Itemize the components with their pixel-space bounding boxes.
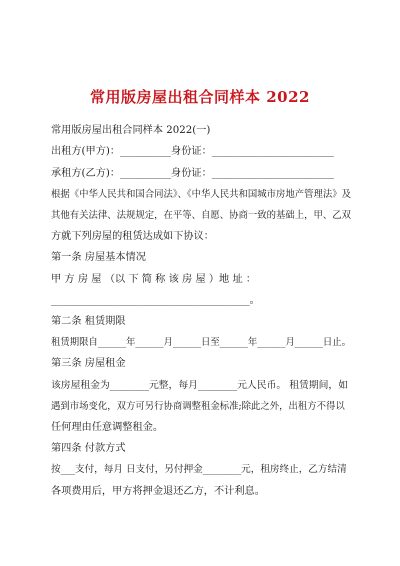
preamble-line-2: 其他有关法律、法规规定，在平等、自愿、协商一致的基础上，甲、乙双 xyxy=(51,210,352,221)
lessee-line: 承租方(乙方)：__________身份证：________________________ xyxy=(51,168,335,179)
article-4-heading: 第四条 付款方式 xyxy=(51,443,126,454)
article-2-heading: 第二条 租赁期限 xyxy=(51,316,126,327)
article-1-address-line: 甲 方 房 屋 （以 下 简 称 该 房 屋 ）地 址 ： xyxy=(51,274,257,285)
article-3-heading: 第三条 房屋租金 xyxy=(51,358,126,369)
article-1-heading: 第一条 房屋基本情况 xyxy=(51,252,146,263)
article-4-line-2: 各项费用后，甲方将押金退还乙方，不计利息。 xyxy=(51,486,265,497)
preamble-line-3: 方就下列房屋的租赁达成如下协议： xyxy=(51,231,214,242)
lessor-line: 出租方(甲方)：__________身份证：________________________ xyxy=(51,146,335,157)
article-4-line-1: 按___支付，每月 日支付，另付押金________元，租房终止，乙方结清 xyxy=(51,464,347,475)
subtitle-line: 常用版房屋出租合同样本 2022(一) xyxy=(51,125,211,136)
preamble-line-1: 根据《中华人民共和国合同法》、《中华人民共和国城市房地产管理法》及 xyxy=(51,189,351,200)
article-3-line-2: 遇到市场变化，双方可另行协商调整租金标准;除此之外，出租方不得以 xyxy=(51,401,345,412)
article-3-line-3: 任何理由任意调整租金。 xyxy=(51,422,164,433)
article-1-blank-line: _______________________________________。 xyxy=(51,295,260,306)
document-title: 常用版房屋出租合同样本 2022 xyxy=(90,88,310,106)
article-2-term-line: 租赁期限自______年______月______日至______年______月______日止。 xyxy=(51,337,352,348)
article-3-line-1: 该房屋租金为________元整，每月________元人民币。 租赁期间，如 xyxy=(51,380,349,391)
